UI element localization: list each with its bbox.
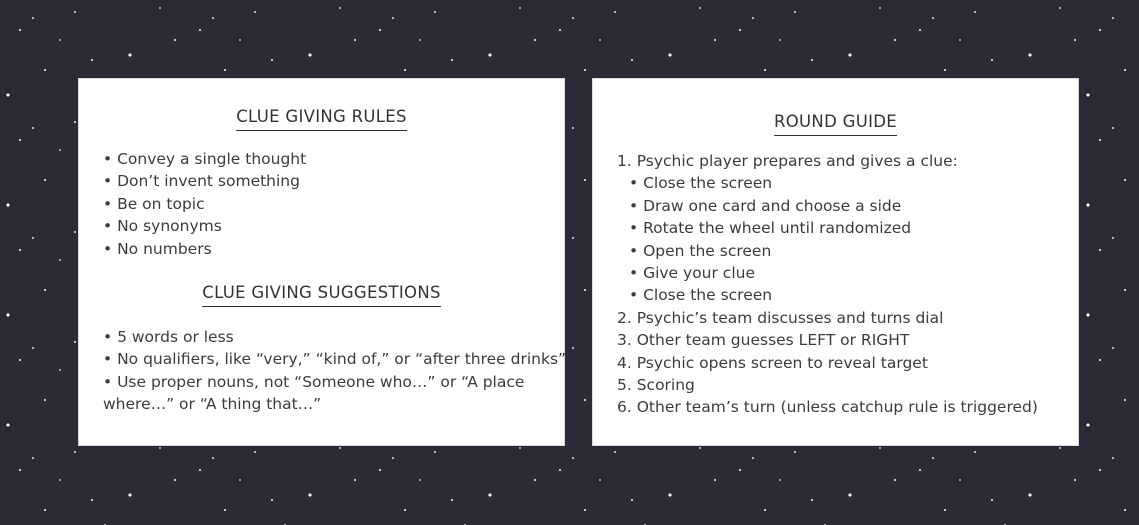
round-step: 1. Psychic player prepares and gives a clue: xyxy=(617,152,958,170)
round-step: 3. Other team guesses LEFT or RIGHT xyxy=(617,331,910,350)
rule-item: • No synonyms xyxy=(103,217,222,236)
round-substep: • Close the screen xyxy=(629,174,773,193)
round-substep: • Open the screen xyxy=(629,241,772,260)
clue-giving-rules-list xyxy=(103,148,306,260)
rule-item: • Be on topic xyxy=(103,194,205,213)
round-substep: • Close the screen xyxy=(629,286,773,305)
round-guide-heading: ROUND GUIDE xyxy=(593,111,1078,136)
round-step: 2. Psychic’s team discusses and turns dial xyxy=(617,308,944,327)
round-guide-list xyxy=(617,150,1038,419)
clue-giving-card xyxy=(78,78,565,446)
rule-item: • No numbers xyxy=(103,239,212,258)
suggestion-item: • Use proper nouns, not “Someone who…” or “A place where…” or “A thing that…” xyxy=(103,372,525,414)
clue-giving-suggestions-list xyxy=(103,326,567,416)
suggestion-item: • 5 words or less xyxy=(103,328,234,346)
round-guide-card xyxy=(592,78,1079,446)
clue-giving-suggestions-heading: CLUE GIVING SUGGESTIONS xyxy=(79,282,564,307)
suggestion-item: • No qualifiers, like “very,” “kind of,” or “after three drinks” xyxy=(103,350,567,369)
clue-giving-rules-heading: CLUE GIVING RULES xyxy=(79,106,564,131)
round-substep: • Give your clue xyxy=(629,264,755,283)
rule-item: • Convey a single thought xyxy=(103,150,307,168)
round-step: 6. Other team’s turn (unless catchup rule is triggered) xyxy=(617,398,1038,417)
rule-item: • Don’t invent something xyxy=(103,172,300,191)
round-substep: • Draw one card and choose a side xyxy=(629,196,902,215)
round-step: 5. Scoring xyxy=(617,376,695,395)
round-step: 4. Psychic opens screen to reveal target xyxy=(617,353,928,372)
round-substep: • Rotate the wheel until randomized xyxy=(629,219,912,238)
